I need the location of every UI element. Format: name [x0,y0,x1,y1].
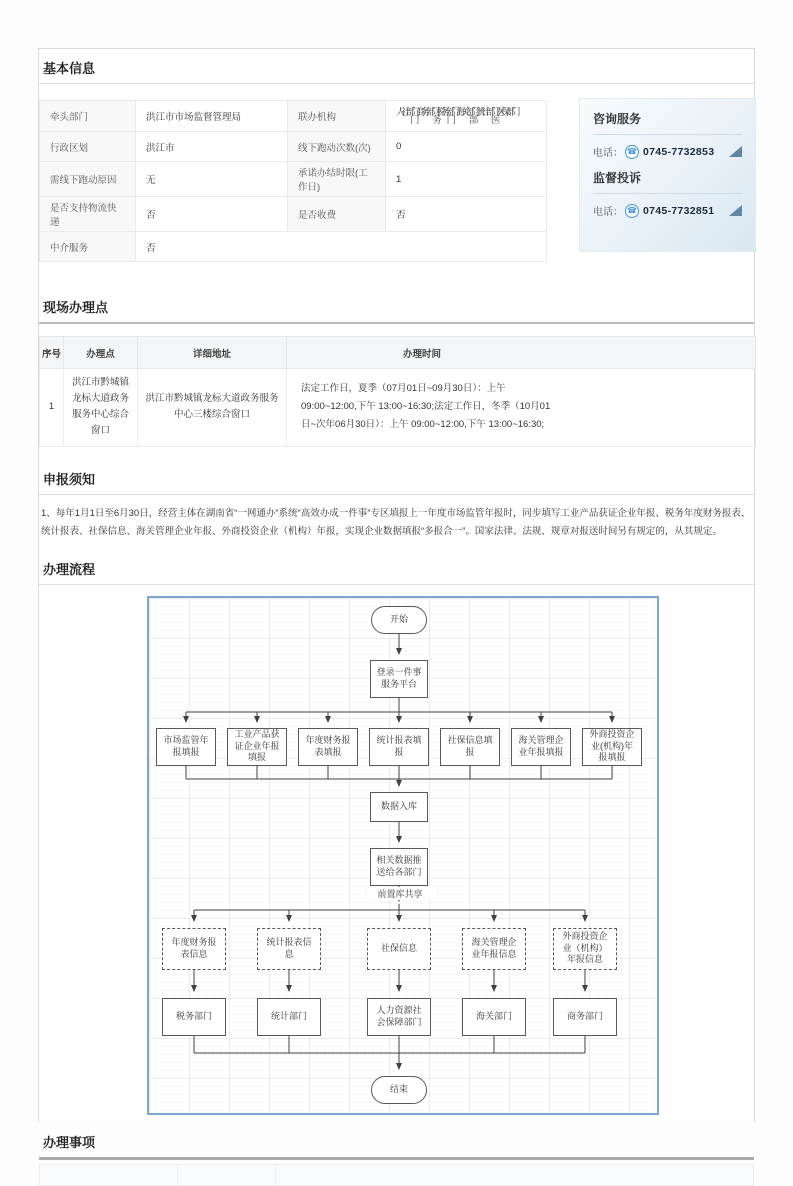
section-title-flow: 办理流程 [43,561,96,577]
flow-node-report: 工业产品获证企业年报填报 [227,728,287,766]
overlapping-text: 人社部门商务部门税务部门海关部门统计部门医保部门 门 务门 部 医 [396,107,517,126]
corner-triangle-icon[interactable] [729,205,742,216]
divider [593,193,742,194]
flow-node-info: 年度财务报表信息 [162,928,226,970]
flow-node-report: 海关管理企业年报填报 [511,728,571,766]
notice-text: 1、每年1月1日至6月30日，经营主体在湖南省“一网通办”系统“高效办成一件事”专区填报上一年度市场监管年报时，同步填写工业产品获证企业年报、税务年度财务报表、统计报表、社保信息、海关管理企业年报、外商投资企业（机构）年报，实现企业数据填报“多报合一”。国家法律、法规、规章对报送时间另有规定的，从其规定。 [41,507,751,538]
field-label: 牵头部门 [40,101,136,132]
corner-triangle-icon[interactable] [729,146,742,157]
phone-icon: ☎ [625,145,639,159]
field-value: 洪江市市场监督管理局 [136,101,288,132]
table-header-row [40,337,756,369]
section-title-notice: 申报须知 [43,471,96,487]
phone-label: 电话： [593,207,623,218]
table-row [40,197,547,232]
col-header: 序号 [40,337,64,369]
flow-node-dept: 统计部门 [257,998,321,1036]
flow-node-report: 市场监管年报填报 [156,728,216,766]
divider [39,83,754,84]
site-table [39,336,756,447]
content-card [38,48,755,1150]
site-no: 1 [40,369,64,447]
flow-node-dept: 商务部门 [553,998,617,1036]
field-value: 0 [386,132,547,162]
table-row [40,232,547,262]
flow-node-login: 登录一件事服务平台 [370,660,428,698]
consult-phone-row [593,144,742,159]
table-row [40,162,547,197]
flowchart [147,596,659,1115]
divider [39,322,754,324]
col-header: 详细地址 [138,337,287,369]
phone-icon: ☎ [625,204,639,218]
field-label: 承诺办结时限(工作日) [288,162,386,197]
site-time: 法定工作日，夏季（07月01日~09月30日）：上午 09:00~12:00,下午 13:00~16:30;法定工作日，冬季（10月01日~次年06月30日）：上午 09:00~12:00,下午 13:00~16:30; [287,369,756,447]
flow-node-report: 外商投资企业(机构)年报填报 [582,728,642,766]
flow-node-report: 统计报表填报 [369,728,429,766]
divider [39,494,754,495]
field-label: 是否收费 [288,197,386,232]
divider [39,1157,754,1160]
flow-node-start: 开始 [371,606,427,634]
items-table-header-row [39,1164,754,1186]
flow-node-dept: 海关部门 [462,998,526,1036]
flow-node-info: 海关管理企业年报信息 [462,928,526,970]
flow-node-report: 社保信息填报 [440,728,500,766]
field-value: 否 [136,232,547,262]
field-value: 否 [386,197,547,232]
flow-label-share: 前置库共享 [367,887,433,900]
table-row [40,132,547,162]
table-row [40,369,756,447]
field-value: 否 [136,197,288,232]
complaint-title: 监督投诉 [593,171,642,185]
table-row [40,101,547,132]
consult-phone-number: 0745-7732853 [643,145,715,158]
col-header: 办理点 [64,337,138,369]
site-address: 洪江市黔城镇龙标大道政务服务中心三楼综合窗口 [138,369,287,447]
field-label: 中介服务 [40,232,136,262]
basic-info-region [39,98,754,288]
flow-node-info: 社保信息 [367,928,431,970]
flow-node-info: 统计报表信息 [257,928,321,970]
field-label: 联办机构 [288,101,386,132]
items-col-header [275,1164,754,1186]
service-sidebar [579,98,756,252]
divider [39,584,754,585]
field-label: 线下跑动次数(次) [288,132,386,162]
flow-node-dept: 税务部门 [162,998,226,1036]
flow-node-end: 结束 [371,1076,427,1104]
field-value: 无 [136,162,288,197]
flow-node-report: 年度财务报表填报 [298,728,358,766]
divider [593,134,742,135]
flow-node-info: 外商投资企业（机构）年报信息 [553,928,617,970]
field-value: 洪江市 [136,132,288,162]
basic-info-table [39,100,547,262]
flow-node-dept: 人力资源社会保障部门 [367,998,431,1036]
flow-node-push: 相关数据推送给各部门 [370,848,428,886]
section-title-items: 办理事项 [43,1134,96,1150]
field-value: 1 [386,162,547,197]
col-header: 办理时间 [287,337,756,369]
section-title-site: 现场办理点 [43,300,109,315]
field-label: 行政区划 [40,132,136,162]
co-organizer-cell [386,101,547,132]
field-label: 需线下跑动原因 [40,162,136,197]
complaint-phone-row [593,203,742,218]
section-title-basic-info: 基本信息 [43,61,96,76]
complaint-phone-number: 0745-7732851 [643,204,715,217]
phone-label: 电话： [593,148,623,159]
items-col-header [177,1164,275,1186]
items-col-header [39,1164,177,1186]
flow-node-storage: 数据入库 [370,792,428,822]
consult-service-title: 咨询服务 [593,112,642,126]
field-label: 是否支持物流快递 [40,197,136,232]
site-point: 洪江市黔城镇龙标大道政务服务中心综合窗口 [64,369,138,447]
